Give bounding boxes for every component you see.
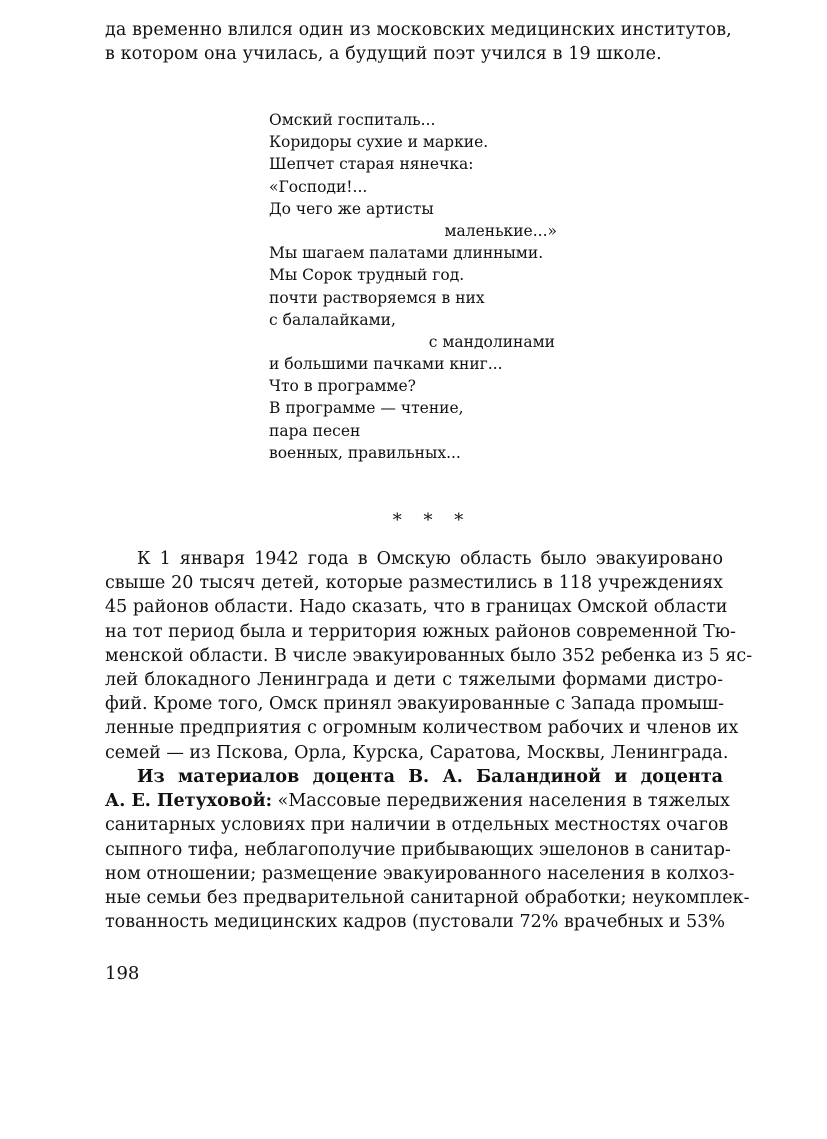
- text-line: в котором она училась, а будущий поэт учился в 19 школе.: [105, 44, 662, 64]
- poem-line: До чего же артисты: [269, 199, 434, 218]
- paragraph-line: семей — из Пскова, Орла, Курска, Саратова, Москвы, Ленинграда.: [105, 742, 729, 763]
- paragraph-line: ном отношении; размещение эвакуированного населения в колхоз-: [105, 863, 735, 884]
- poem-line: Что в программе?: [269, 377, 416, 396]
- poem-line: военных, правильных...: [269, 443, 461, 462]
- poem-line: Мы Сорок трудный год.: [269, 266, 465, 285]
- paragraph-line: ные семьи без предварительной санитарной обработки; неукомплек-: [105, 887, 750, 908]
- poem: [269, 109, 569, 464]
- paragraph: [105, 547, 753, 765]
- poem-line: Мы шагаем палатами длинными.: [269, 244, 544, 263]
- poem-line: пара песен: [269, 421, 361, 440]
- paragraph-line: на тот период была и территория южных районов современной Тю-: [105, 621, 736, 642]
- poem-line: маленькие...»: [444, 221, 557, 240]
- poem-line: Коридоры сухие и маркие.: [269, 133, 489, 152]
- poem-line: и большими пачками книг...: [269, 355, 503, 374]
- paragraph: [105, 765, 750, 934]
- text-line: да временно влился один из московских медицинских институтов,: [105, 20, 732, 40]
- poem-line: с мандолинами: [428, 332, 555, 351]
- poem-line: Омский госпиталь...: [269, 111, 436, 129]
- paragraph-line: 45 районов области. Надо сказать, что в границах Омской области: [105, 597, 728, 618]
- poem-line: почти растворяемся в них: [269, 288, 485, 307]
- paragraph-line: сыпного тифа, неблагополучие прибывающих эшелонов в санитар-: [105, 839, 731, 860]
- poem-line: В программе — чтение,: [269, 399, 464, 418]
- poem-line: с балалайками,: [269, 310, 396, 329]
- paragraph-line: [105, 789, 730, 813]
- poem-line: «Господи!...: [269, 177, 368, 196]
- paragraph-line: К 1 января 1942 года в Омскую область было эвакуировано: [137, 549, 723, 569]
- paragraph-line: тованность медицинских кадров (пустовали 72% врачебных и 53%: [105, 912, 726, 933]
- paragraph-line: лей блокадного Ленинграда и дети с тяжелыми формами дистро-: [105, 669, 723, 690]
- paragraph-line: свыше 20 тысяч детей, которые разместились в 118 учреждениях: [105, 573, 723, 594]
- bold-lead-line: Из материалов доцента В. А. Баландиной и доцента: [137, 767, 723, 787]
- paragraph-line: фий. Кроме того, Омск принял эвакуированные с Запада промыш-: [105, 694, 725, 715]
- paragraph-line: менской области. В числе эвакуированных было 352 ребенка из 5 яс-: [105, 645, 753, 666]
- paragraph-line: ленные предприятия с огромным количеством рабочих и членов их: [105, 718, 739, 739]
- paragraph-line: санитарных условиях при наличии в отдельных местностях очагов: [105, 815, 729, 836]
- poem-line: Шепчет старая нянечка:: [269, 155, 474, 174]
- section-separator: * * *: [392, 510, 472, 531]
- page-number: 198: [105, 963, 140, 984]
- quote-start-text: «Массовые передвижения населения в тяжелых: [272, 791, 730, 812]
- bold-lead-text: А. Е. Петуховой:: [105, 791, 273, 812]
